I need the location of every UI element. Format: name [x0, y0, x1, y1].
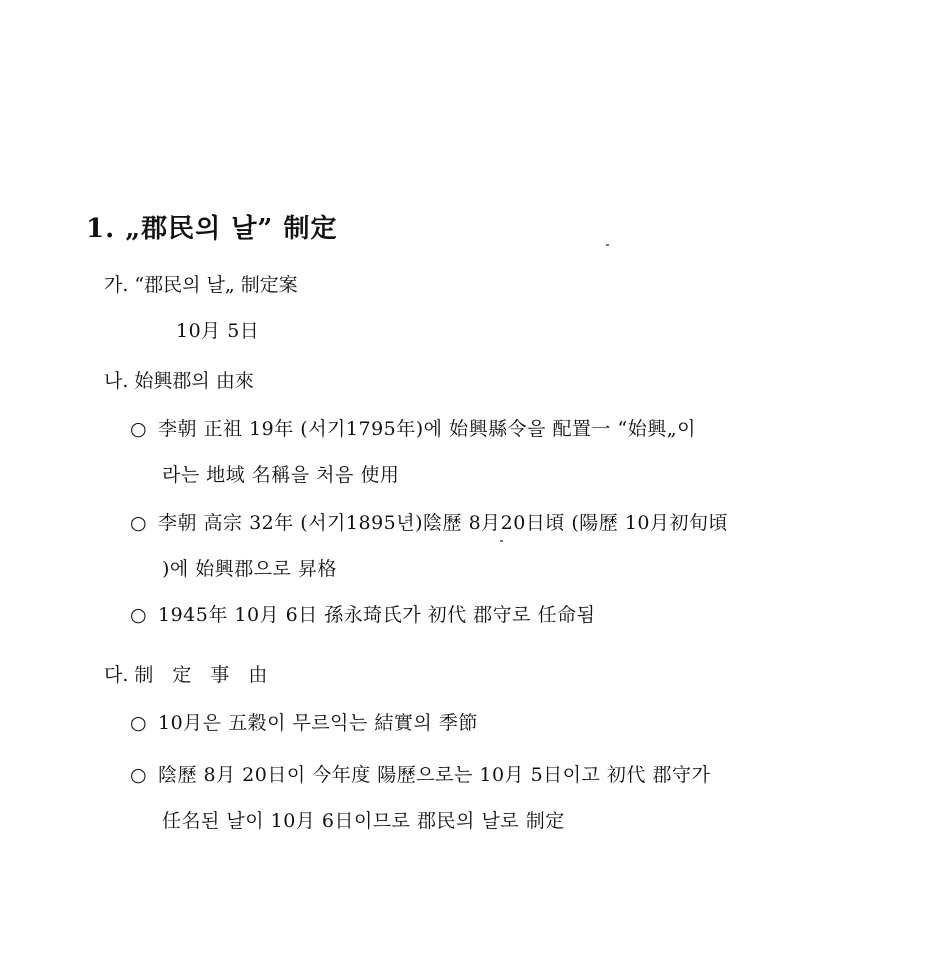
- circle-bullet-icon: ○: [130, 712, 148, 734]
- list-item-text: 李朝 高宗 32年 (서기1895년)陰歷 8月20日頃 (陽歷 10月初旬頃: [158, 512, 729, 534]
- circle-bullet-icon: ○: [130, 764, 148, 786]
- section-a-date: 10月 5日: [176, 320, 260, 342]
- list-item-text: 李朝 正祖 19年 (서기1795年)에 始興縣令을 配置一 “始興„이: [158, 418, 696, 440]
- page-title: 1. „郡民의 날” 制定: [86, 214, 338, 244]
- scan-speck: [606, 244, 609, 246]
- circle-bullet-icon: ○: [130, 512, 148, 534]
- list-item-text: 1945年 10月 6日 孫永琦氏가 初代 郡守로 任命됨: [158, 604, 596, 626]
- list-item: [130, 708, 478, 735]
- list-item-continuation: )에 始興郡으로 昇格: [162, 558, 338, 580]
- section-a-title: 가. “郡民의 날„ 制定案: [104, 274, 298, 296]
- list-item: [130, 760, 710, 787]
- circle-bullet-icon: ○: [130, 418, 148, 440]
- list-item-text: 陰歷 8月 20日이 今年度 陽歷으로는 10月 5日이고 初代 郡守가: [158, 764, 711, 786]
- circle-bullet-icon: ○: [130, 604, 148, 626]
- list-item-text: 10月은 五穀이 무르익는 結實의 季節: [158, 712, 478, 734]
- list-item-continuation: 라는 地域 名稱을 처음 使用: [162, 464, 400, 486]
- list-item-continuation: 任名된 날이 10月 6日이므로 郡民의 날로 制定: [162, 810, 565, 832]
- list-item: [130, 508, 728, 535]
- scan-speck: [500, 540, 503, 542]
- section-c-title: 다. 制 定 事 由: [104, 664, 268, 686]
- list-item: [130, 414, 696, 441]
- list-item: [130, 600, 595, 627]
- section-b-title: 나. 始興郡의 由來: [104, 370, 254, 392]
